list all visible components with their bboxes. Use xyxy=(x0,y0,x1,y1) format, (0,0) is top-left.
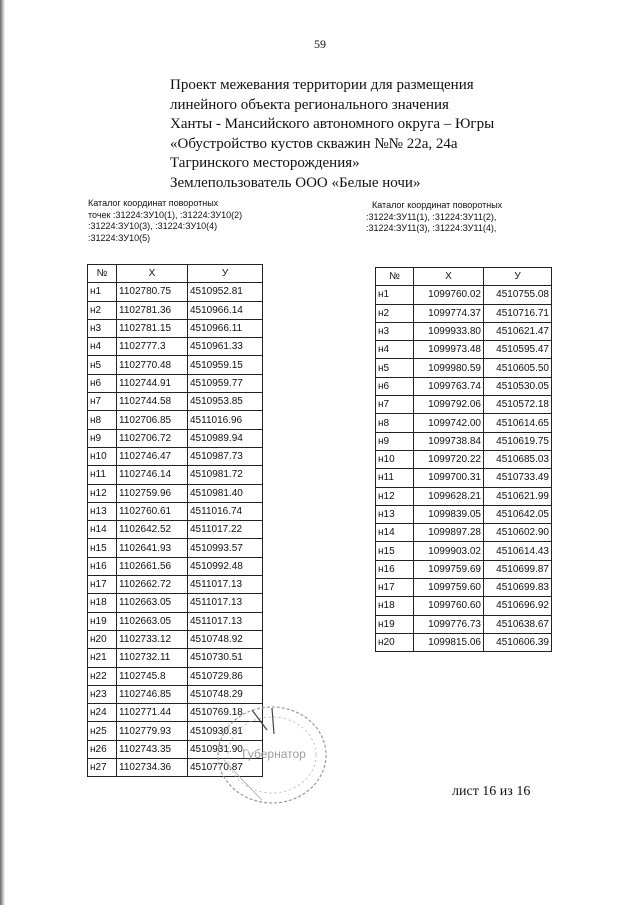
x-coordinate-cell: 1099742.00 xyxy=(414,414,484,432)
x-coordinate-cell: 1099792.06 xyxy=(414,396,484,414)
y-coordinate-cell: 4510614.43 xyxy=(484,542,552,560)
point-number-cell: н13 xyxy=(88,502,117,520)
x-coordinate-cell: 1102744.91 xyxy=(117,374,188,392)
column-header-y: У xyxy=(188,265,263,283)
y-coordinate-cell: 4510981.72 xyxy=(188,466,263,484)
x-coordinate-cell: 1102779.93 xyxy=(117,722,188,740)
x-coordinate-cell: 1099839.05 xyxy=(414,505,484,523)
y-coordinate-cell: 4510953.85 xyxy=(188,393,263,411)
point-number-cell: н14 xyxy=(88,521,117,539)
point-number-cell: н23 xyxy=(88,685,117,703)
point-number-cell: н11 xyxy=(88,466,117,484)
point-number-cell: н20 xyxy=(88,630,117,648)
point-number-cell: н21 xyxy=(88,649,117,667)
table-row xyxy=(376,450,552,468)
table-row xyxy=(88,557,263,575)
x-coordinate-cell: 1102771.44 xyxy=(117,704,188,722)
table-row xyxy=(376,579,552,597)
x-coordinate-cell: 1099897.28 xyxy=(414,524,484,542)
x-coordinate-cell: 1102780.75 xyxy=(117,283,188,301)
y-coordinate-cell: 4510993.57 xyxy=(188,539,263,557)
x-coordinate-cell: 1099738.84 xyxy=(414,432,484,450)
table-row xyxy=(88,393,263,411)
table-row xyxy=(376,505,552,523)
y-coordinate-cell: 4510966.14 xyxy=(188,301,263,319)
point-number-cell: н2 xyxy=(88,301,117,319)
y-coordinate-cell: 4510733.49 xyxy=(484,469,552,487)
y-coordinate-cell: 4510930.81 xyxy=(188,722,263,740)
point-number-cell: н6 xyxy=(88,374,117,392)
y-coordinate-cell: 4510770.87 xyxy=(188,759,263,777)
y-coordinate-cell: 4510638.67 xyxy=(484,615,552,633)
point-number-cell: н13 xyxy=(376,505,414,523)
point-number-cell: н9 xyxy=(376,432,414,450)
point-number-cell: н7 xyxy=(88,393,117,411)
x-coordinate-cell: 1099759.69 xyxy=(414,560,484,578)
y-coordinate-cell: 4510987.73 xyxy=(188,447,263,465)
table-row xyxy=(88,539,263,557)
table-row xyxy=(88,630,263,648)
x-coordinate-cell: 1099763.74 xyxy=(414,377,484,395)
x-coordinate-cell: 1102706.72 xyxy=(117,429,188,447)
x-coordinate-cell: 1099933.80 xyxy=(414,322,484,340)
table-row xyxy=(376,487,552,505)
point-number-cell: н11 xyxy=(376,469,414,487)
x-coordinate-cell: 1102661.56 xyxy=(117,557,188,575)
table-row xyxy=(376,542,552,560)
table-header-row xyxy=(88,265,263,283)
x-coordinate-cell: 1099628.21 xyxy=(414,487,484,505)
caption-line: :31224:ЗУ11(3), :31224:ЗУ11(4), xyxy=(366,223,497,233)
page-number: 59 xyxy=(314,37,326,51)
table-row xyxy=(376,286,552,304)
table-row xyxy=(376,414,552,432)
y-coordinate-cell: 4510696.92 xyxy=(484,597,552,615)
x-coordinate-cell: 1099760.02 xyxy=(414,286,484,304)
y-coordinate-cell: 4510729.86 xyxy=(188,667,263,685)
point-number-cell: н19 xyxy=(376,615,414,633)
y-coordinate-cell: 4510602.90 xyxy=(484,524,552,542)
x-coordinate-cell: 1102759.96 xyxy=(117,484,188,502)
table-row xyxy=(376,597,552,615)
point-number-cell: н12 xyxy=(88,484,117,502)
y-coordinate-cell: 4510989.94 xyxy=(188,429,263,447)
y-coordinate-cell: 4510614.65 xyxy=(484,414,552,432)
point-number-cell: н14 xyxy=(376,524,414,542)
y-coordinate-cell: 4510755.08 xyxy=(484,286,552,304)
caption-line: :31224:ЗУ10(3), :31224:ЗУ10(4) xyxy=(88,221,218,231)
point-number-cell: н16 xyxy=(376,560,414,578)
point-number-cell: н7 xyxy=(376,396,414,414)
y-coordinate-cell: 4510621.47 xyxy=(484,322,552,340)
title-line: Ханты - Мансийского автономного округа – Югры xyxy=(170,116,495,132)
point-number-cell: н3 xyxy=(376,322,414,340)
y-coordinate-cell: 4510699.83 xyxy=(484,579,552,597)
table-row xyxy=(88,667,263,685)
x-coordinate-cell: 1102777.3 xyxy=(117,338,188,356)
point-number-cell: н2 xyxy=(376,304,414,322)
table-row xyxy=(376,322,552,340)
y-coordinate-cell: 4510992.48 xyxy=(188,557,263,575)
title-line: «Обустройство кустов скважин №№ 22а, 24а xyxy=(170,135,458,152)
table-row xyxy=(88,612,263,630)
y-coordinate-cell: 4510595.47 xyxy=(484,341,552,359)
table-row xyxy=(88,576,263,594)
y-coordinate-cell: 4510699.87 xyxy=(484,560,552,578)
x-coordinate-cell: 1102641.93 xyxy=(117,539,188,557)
x-coordinate-cell: 1102744.58 xyxy=(117,393,188,411)
point-number-cell: н26 xyxy=(88,740,117,758)
sheet-number: лист 16 из 16 xyxy=(452,784,531,799)
table-row xyxy=(376,396,552,414)
point-number-cell: н27 xyxy=(88,759,117,777)
point-number-cell: н8 xyxy=(376,414,414,432)
point-number-cell: н18 xyxy=(376,597,414,615)
title-line: линейного объекта регионального значения xyxy=(170,96,449,113)
y-coordinate-cell: 4510931.90 xyxy=(188,740,263,758)
point-number-cell: н22 xyxy=(88,667,117,685)
table-row xyxy=(88,411,263,429)
y-coordinate-cell: 4510642.05 xyxy=(484,505,552,523)
point-number-cell: н5 xyxy=(88,356,117,374)
table-row xyxy=(88,594,263,612)
caption-line: точек :31224:ЗУ10(1), :31224:ЗУ10(2) xyxy=(88,209,243,220)
table-row xyxy=(88,484,263,502)
point-number-cell: н6 xyxy=(376,377,414,395)
column-header-number: № xyxy=(88,265,117,283)
y-coordinate-cell: 4511017.13 xyxy=(188,576,263,594)
table-row xyxy=(376,359,552,377)
x-coordinate-cell: 1102734.36 xyxy=(117,759,188,777)
official-seal-stamp xyxy=(212,700,332,810)
y-coordinate-cell: 4510621.99 xyxy=(484,487,552,505)
caption-line: Каталог координат поворотных xyxy=(88,198,219,208)
point-number-cell: н15 xyxy=(88,539,117,557)
document-title xyxy=(170,76,550,193)
title-line: Тагринского месторождения» xyxy=(170,155,360,171)
y-coordinate-cell: 4510605.50 xyxy=(484,359,552,377)
table-row xyxy=(376,469,552,487)
point-number-cell: н12 xyxy=(376,487,414,505)
table-header-row xyxy=(376,268,552,286)
point-number-cell: н19 xyxy=(88,612,117,630)
y-coordinate-cell: 4510716.71 xyxy=(484,304,552,322)
table-row xyxy=(376,633,552,651)
point-number-cell: н10 xyxy=(88,447,117,465)
x-coordinate-cell: 1102663.05 xyxy=(117,594,188,612)
y-coordinate-cell: 4511016.96 xyxy=(188,411,263,429)
y-coordinate-cell: 4510952.81 xyxy=(188,283,263,301)
table-row xyxy=(88,649,263,667)
table-row xyxy=(376,377,552,395)
table-row xyxy=(376,615,552,633)
title-line: Проект межевания территории для размещения xyxy=(170,77,474,93)
y-coordinate-cell: 4510959.15 xyxy=(188,356,263,374)
y-coordinate-cell: 4510572.18 xyxy=(484,396,552,414)
table-row xyxy=(88,319,263,337)
x-coordinate-cell: 1099903.02 xyxy=(414,542,484,560)
right-coordinates-table xyxy=(375,267,552,652)
y-coordinate-cell: 4510961.33 xyxy=(188,338,263,356)
table-row xyxy=(376,560,552,578)
point-number-cell: н15 xyxy=(376,542,414,560)
x-coordinate-cell: 1102743.35 xyxy=(117,740,188,758)
y-coordinate-cell: 4510530.05 xyxy=(484,377,552,395)
point-number-cell: н3 xyxy=(88,319,117,337)
y-coordinate-cell: 4511016.74 xyxy=(188,502,263,520)
x-coordinate-cell: 1102746.47 xyxy=(117,447,188,465)
y-coordinate-cell: 4510959.77 xyxy=(188,374,263,392)
point-number-cell: н17 xyxy=(88,576,117,594)
x-coordinate-cell: 1099760.60 xyxy=(414,597,484,615)
y-coordinate-cell: 4510730.51 xyxy=(188,649,263,667)
x-coordinate-cell: 1102770.48 xyxy=(117,356,188,374)
y-coordinate-cell: 4510748.92 xyxy=(188,630,263,648)
column-header-y: У xyxy=(484,268,552,286)
x-coordinate-cell: 1102746.14 xyxy=(117,466,188,484)
table-row xyxy=(88,521,263,539)
table-row xyxy=(88,338,263,356)
x-coordinate-cell: 1102745.8 xyxy=(117,667,188,685)
column-header-number: № xyxy=(376,268,414,286)
y-coordinate-cell: 4510606.39 xyxy=(484,633,552,651)
caption-line: :31224:ЗУ11(1), :31224:ЗУ11(2), xyxy=(366,211,497,222)
x-coordinate-cell: 1102733.12 xyxy=(117,630,188,648)
point-number-cell: н10 xyxy=(376,450,414,468)
column-header-x: X xyxy=(117,265,188,283)
x-coordinate-cell: 1102642.52 xyxy=(117,521,188,539)
point-number-cell: н1 xyxy=(88,283,117,301)
y-coordinate-cell: 4511017.13 xyxy=(188,612,263,630)
x-coordinate-cell: 1102781.36 xyxy=(117,301,188,319)
point-number-cell: н1 xyxy=(376,286,414,304)
point-number-cell: н4 xyxy=(376,341,414,359)
point-number-cell: н25 xyxy=(88,722,117,740)
left-catalog-caption xyxy=(88,198,288,244)
point-number-cell: н18 xyxy=(88,594,117,612)
caption-line: Каталог координат поворотных xyxy=(372,200,503,210)
table-row xyxy=(88,447,263,465)
point-number-cell: н16 xyxy=(88,557,117,575)
x-coordinate-cell: 1102746.85 xyxy=(117,685,188,703)
scan-edge-shadow xyxy=(0,0,5,905)
table-row xyxy=(88,374,263,392)
x-coordinate-cell: 1099980.59 xyxy=(414,359,484,377)
x-coordinate-cell: 1099774.37 xyxy=(414,304,484,322)
caption-line: :31224:ЗУ10(5) xyxy=(88,232,151,243)
x-coordinate-cell: 1099700.31 xyxy=(414,469,484,487)
x-coordinate-cell: 1102662.72 xyxy=(117,576,188,594)
x-coordinate-cell: 1102781.15 xyxy=(117,319,188,337)
title-line: Землепользователь ООО «Белые ночи» xyxy=(170,174,421,191)
point-number-cell: н17 xyxy=(376,579,414,597)
y-coordinate-cell: 4510685.03 xyxy=(484,450,552,468)
point-number-cell: н20 xyxy=(376,633,414,651)
y-coordinate-cell: 4510981.40 xyxy=(188,484,263,502)
table-row xyxy=(88,502,263,520)
x-coordinate-cell: 1099720.22 xyxy=(414,450,484,468)
x-coordinate-cell: 1099776.73 xyxy=(414,615,484,633)
y-coordinate-cell: 4511017.22 xyxy=(188,521,263,539)
y-coordinate-cell: 4511017.13 xyxy=(188,594,263,612)
table-row xyxy=(88,466,263,484)
table-row xyxy=(376,304,552,322)
column-header-x: X xyxy=(414,268,484,286)
point-number-cell: н9 xyxy=(88,429,117,447)
point-number-cell: н5 xyxy=(376,359,414,377)
table-row xyxy=(88,356,263,374)
table-row xyxy=(88,301,263,319)
right-catalog-caption xyxy=(366,200,586,235)
y-coordinate-cell: 4510769.18 xyxy=(188,704,263,722)
table-row xyxy=(376,524,552,542)
x-coordinate-cell: 1099973.48 xyxy=(414,341,484,359)
point-number-cell: н4 xyxy=(88,338,117,356)
y-coordinate-cell: 4510966.11 xyxy=(188,319,263,337)
table-row xyxy=(376,341,552,359)
x-coordinate-cell: 1102706.85 xyxy=(117,411,188,429)
point-number-cell: н8 xyxy=(88,411,117,429)
x-coordinate-cell: 1102732.11 xyxy=(117,649,188,667)
x-coordinate-cell: 1099815.06 xyxy=(414,633,484,651)
y-coordinate-cell: 4510619.75 xyxy=(484,432,552,450)
table-row xyxy=(88,283,263,301)
table-row xyxy=(88,429,263,447)
x-coordinate-cell: 1102760.61 xyxy=(117,502,188,520)
table-row xyxy=(376,432,552,450)
stamp-text: Губернатор xyxy=(242,747,306,761)
x-coordinate-cell: 1099759.60 xyxy=(414,579,484,597)
x-coordinate-cell: 1102663.05 xyxy=(117,612,188,630)
point-number-cell: н24 xyxy=(88,704,117,722)
y-coordinate-cell: 4510748.29 xyxy=(188,685,263,703)
